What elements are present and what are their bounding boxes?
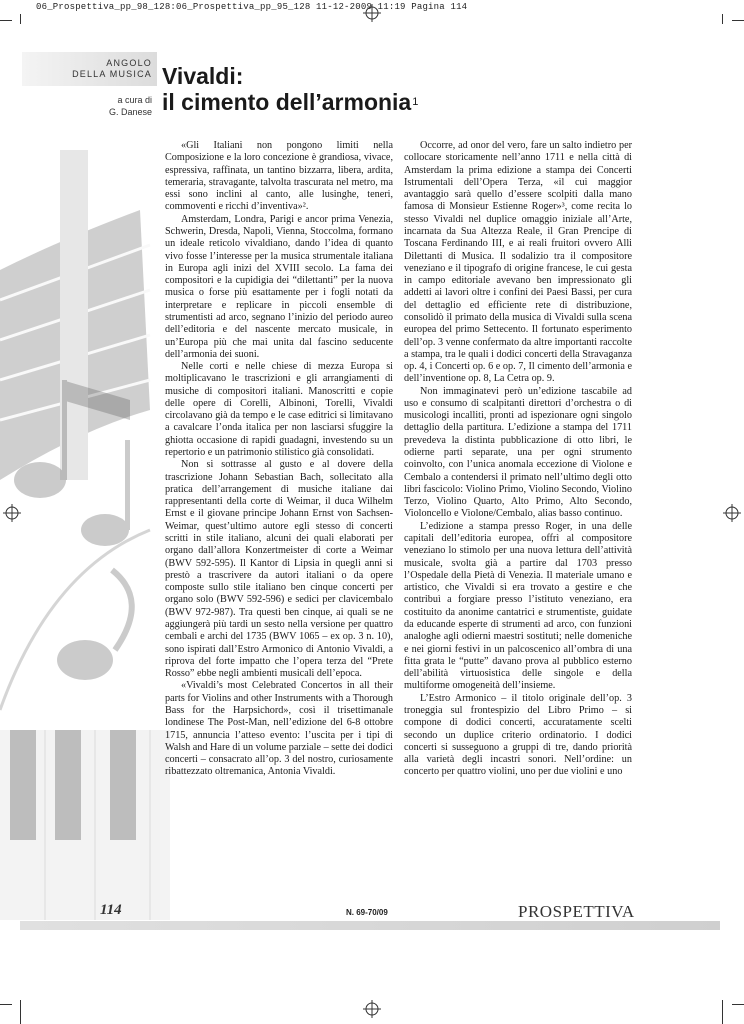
registration-mark-top xyxy=(363,4,381,22)
paragraph: Amsterdam, Londra, Parigi e ancor prima Venezia, Schwerin, Dresda, Napoli, Vienna, Stoccolma, formano un ideale reticolo vivaldiano, dando l’idea di quanto vivo fosse l’interesse per la musica strumentale italiana in Europa agli inizi del XVIII secolo. La fama dei compositori e la cupidigia dei “dilettanti” per la nuova musica o forse più esattamente per i fogli notati da interpretare e replicare in piccoli ensemble di strumentisti ad arco, segnano l’inizio del periodo aureo dell’editoria e del nascente mercato musicale, in un’Europa più che mai unita dal fascino seducente dell’armonia dei suoni. xyxy=(165,213,393,360)
magazine-logo: PROSPETTIVA xyxy=(518,902,635,921)
title-line1: Vivaldi: xyxy=(162,63,244,89)
section-label-line2: DELLA MUSICA xyxy=(72,69,152,79)
section-label-line1: ANGOLO xyxy=(106,58,152,68)
footer-rule xyxy=(20,921,720,930)
paragraph: Occorre, ad onor del vero, fare un salto indietro per collocare storicamente nell’anno 1711 e nella città di Amsterdam la prima edizione a stampa dei Concerti Istrumentali dell’Opera Terza, «il cui maggior avantaggio sarà quello d’essere scolpiti dalla mano famosa di Monsieur Estienne Roger»³, come recita lo stesso Vivaldi nel duplice omaggio iniziale all’Arte, incarnata da Sua Altezza Reale, il Gran Prencipe di Toscana Ferdinando III, e ai reali fruitori ovvero Alli Dilettanti di Musica. Il sodalizio tra il compositore veneziano e il tipografo di origine francese, le cui gesta in campo editoriale avevano ben impressionato gli addetti ai lavori oltre i confini dei Paesi Bassi, per cura del dettaglio ed efficiente rete di distribuzione, consolidò il primato della musica di Vivaldi sulla scena europea del primo Settecento. Il fortunato esperimento dell’op. 3 venne confermato da altre importanti raccolte a stampa, tra le quali i dodici concerti della Stravaganza op. 4, i Concerti op. 6 e op. 7, Il cimento dell’armonia e dell’inventione op. 8, La Cetra op. 9. xyxy=(404,140,632,385)
paragraph: Non immaginatevi però un’edizione tascabile ad uso e consumo di scalpitanti direttori d’orchestra o di musicologi incalliti, pronti ad ispezionare ogni singolo dettaglio della partitura. L’edizione a stampa del 1711 prevedeva la distinta pubblicazione di otto libri, le odierne parti separate, una per ogni strumento coinvolto, con l’unica anomala eccezione di Violone e Cembalo a contendersi il primato nell’ultimo degli otto libri fascicolo: Violino Primo, Violino Secondo, Violino Terzo, Violino Quarto, Alto Primo, Alto Secondo, Violoncello e Violone/Cembalo, alias basso continuo. xyxy=(404,385,632,520)
crop-mark xyxy=(722,1000,723,1024)
issue-number: N. 69-70/09 xyxy=(346,908,388,917)
music-illustration xyxy=(0,150,170,920)
text-column-right xyxy=(404,140,632,779)
byline-author: G. Danese xyxy=(108,107,152,117)
violin-strings-image xyxy=(0,150,150,480)
crop-mark xyxy=(732,1004,744,1005)
byline-line1: a cura di xyxy=(117,95,152,105)
paragraph: «Vivaldi’s most Celebrated Concertos in all their parts for Violins and other Instruments with a Thorough Bass for the Harpsichord», così il trisettimanale londinese The Post-Man, nell’edizione del 6-8 ottobre 1715, annuncia l’atteso evento: l’uscita per i tipi di Walsh and Hare di un volume parziale – sette dei dodici concerti – consacrato all’op. 3 del nostro, curiosamente ribattezzato oltremanica, Antonia Vivaldi. xyxy=(165,680,393,778)
byline xyxy=(109,94,152,118)
paragraph: L’Estro Armonico – il titolo originale dell’op. 3 troneggia sul frontespizio del Libro Primo – si compone di dodici concerti, accuratamente scelti secondo un duplice criterio ordinatorio. I dodici concerti si susseguono a gruppi di tre, dando priorità alla varietà degli incastri sonori. Nell’ordine: un concerto per quattro violini, uno per due violini e uno xyxy=(404,692,632,778)
text-column-left xyxy=(165,140,393,779)
paragraph: Non si sottrasse al gusto e al dovere della trascrizione Johann Sebastian Bach, sollecitato alla pratica dell’arrangement di musiche italiane dai rappresentanti della corte di Weimar, il duca Wilhelm Ernst e il giovane principe Johann Ernst von Sachsen-Weimar, quest’ultimo autore egli stesso di concerti scritti in stile italiano, alcuni dei quali elaborati per organo dall’allora Konzertmeister di corte a Weimar (BWV 592-595). Il Kantor di Lipsia in quegli anni si prestò a trascrivere da autori italiani o da opere composte sullo stile italiano ben cinque concerti per organo solo (BWV 592-596) e sedici per clavicembalo (BWV 972-987). Tra questi ben cinque, ai quali se ne aggiungerà più tardi un sesto nella versione per quattro cembali e archi del 1735 (BWV 1065 – ex op. 3 n. 10), sono ispirati dall’Estro Armonico di Antonio Vivaldi, a riprova del forte impatto che l’opera terza del “Prete Rosso” ebbe negli ambienti musicali dell’epoca. xyxy=(165,459,393,680)
crop-mark xyxy=(722,14,723,24)
crop-mark xyxy=(20,14,21,24)
crop-mark xyxy=(0,1004,12,1005)
piano-keys-image xyxy=(0,730,170,920)
crop-mark xyxy=(20,1000,21,1024)
paragraph: «Gli Italiani non pongono limiti nella Composizione e la loro concezione è grandiosa, vivace, espressiva, raffinata, un tantino bizzarra, libera, ardita, temeraria, stravagante, talvolta trascurata nel metro, ma essi sono inclini al canto, alle lusinghe, teneri, commoventi e ricchi d’inventiva»². xyxy=(165,140,393,213)
paragraph: L’edizione a stampa presso Roger, in una delle capitali dell’editoria europea, offrì al compositore veneziano lo stimolo per una nuova lettura dell’attività musicale, svolta già a partire dal 1703 presso l’Ospedale della Pietà di Venezia. Il materiale umano e artistico, che Vivaldi si era trovato a gestire e che contribuì a forgiare presso l’istituto veneziano, era costituito da anonime cantatrici e strumentiste, guidate da educande esperte di strumenti ad arco, con funzioni analoghe agli odierni maestri sostituti; nelle domeniche e nei giorni festivi in un palcoscenico all’ombra di una fitta grata le “putte” davano prova al pubblico esterno dell’abilità virtuosistica delle singole e della multiforme omogeneità dell’insieme. xyxy=(404,520,632,692)
page-number: 114 xyxy=(100,902,122,918)
crop-mark xyxy=(0,20,12,21)
crop-mark xyxy=(732,20,744,21)
registration-mark-right xyxy=(723,504,741,522)
registration-mark-bottom xyxy=(363,1000,381,1018)
print-slug: 06_Prospettiva_pp_98_128:06_Prospettiva_pp_95_128 11-12-2009 11:19 Pagina 114 xyxy=(36,2,468,12)
section-label xyxy=(72,58,152,80)
paragraph: Nelle corti e nelle chiese di mezza Europa si moltiplicavano le trascrizioni e gli arrangiamenti di musiche di compositori italiani. Manoscritti e copie delle opere di Corelli, Albinoni, Torelli, Vivaldi circolavano già da tempo e le case editrici si limitavano a cavalcare l’onda italica per non lasciarsi sfuggire la ghiotta occasione di rapidi guadagni, investendo su un repertorio e un patrimonio stilistico già consolidati. xyxy=(165,361,393,459)
title-footnote-ref: 1 xyxy=(412,96,419,108)
article-title xyxy=(162,63,418,115)
title-line2: il cimento dell’armonia xyxy=(162,89,412,115)
